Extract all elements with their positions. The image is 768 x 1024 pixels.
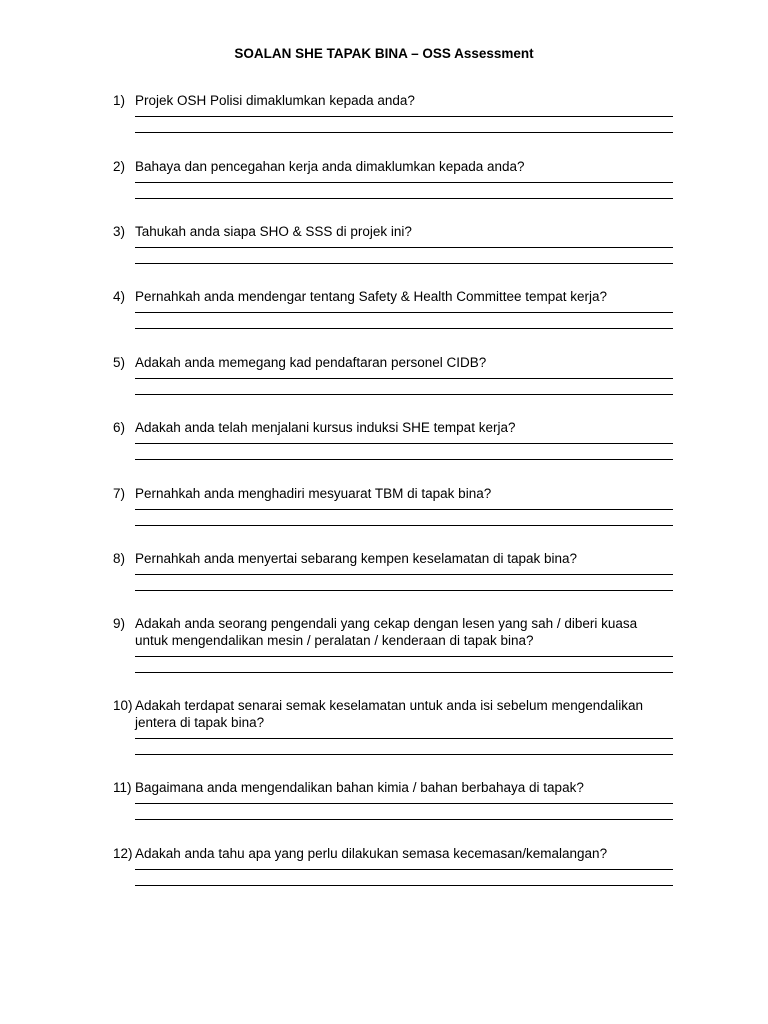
question-number: 3) bbox=[113, 224, 126, 239]
question-text: Adakah anda memegang kad pendaftaran personel CIDB? bbox=[135, 355, 487, 370]
question-item bbox=[113, 697, 673, 755]
question-item bbox=[113, 158, 673, 199]
question-item bbox=[113, 550, 673, 591]
answer-line bbox=[135, 803, 673, 804]
answer-line bbox=[135, 754, 673, 755]
question-item bbox=[113, 779, 673, 820]
answer-line bbox=[135, 182, 673, 183]
answer-line bbox=[135, 132, 673, 133]
answer-line bbox=[135, 312, 673, 313]
question-text: Projek OSH Polisi dimaklumkan kepada anda? bbox=[135, 93, 415, 108]
question-number: 4) bbox=[113, 289, 126, 304]
question-number: 9) bbox=[113, 616, 126, 631]
answer-line bbox=[135, 116, 673, 117]
question-item bbox=[113, 223, 673, 264]
question-text: Bagaimana anda mengendalikan bahan kimia / bahan berbahaya di tapak? bbox=[135, 780, 584, 795]
answer-line bbox=[135, 738, 673, 739]
question-item bbox=[113, 485, 673, 526]
answer-line bbox=[135, 378, 673, 379]
answer-line bbox=[135, 509, 673, 510]
question-text: Tahukah anda siapa SHO & SSS di projek ini? bbox=[135, 224, 412, 239]
question-number: 6) bbox=[113, 420, 126, 435]
answer-line bbox=[135, 459, 673, 460]
answer-line bbox=[135, 328, 673, 329]
answer-line bbox=[135, 656, 673, 657]
question-number: 12) bbox=[113, 846, 133, 861]
question-text: Adakah anda seorang pengendali yang cekap dengan lesen yang sah / diberi kuasa untuk mengendalikan mesin / peralatan / kenderaan di tapak bina? bbox=[135, 616, 638, 648]
question-number: 7) bbox=[113, 486, 126, 501]
question-text: Pernahkah anda mendengar tentang Safety & Health Committee tempat kerja? bbox=[135, 289, 608, 304]
answer-line bbox=[135, 394, 673, 395]
question-text: Adakah anda tahu apa yang perlu dilakukan semasa kecemasan/kemalangan? bbox=[135, 846, 608, 861]
answer-line bbox=[135, 869, 673, 870]
question-item bbox=[113, 419, 673, 460]
answer-line bbox=[135, 819, 673, 820]
question-text: Bahaya dan pencegahan kerja anda dimaklumkan kepada anda? bbox=[135, 159, 525, 174]
answer-line bbox=[135, 885, 673, 886]
answer-line bbox=[135, 443, 673, 444]
question-text: Pernahkah anda menyertai sebarang kempen keselamatan di tapak bina? bbox=[135, 551, 578, 566]
question-item bbox=[113, 288, 673, 329]
answer-line bbox=[135, 672, 673, 673]
question-number: 8) bbox=[113, 551, 126, 566]
question-item bbox=[113, 845, 673, 886]
question-text: Pernahkah anda menghadiri mesyuarat TBM di tapak bina? bbox=[135, 486, 492, 501]
question-text: Adakah anda telah menjalani kursus induksi SHE tempat kerja? bbox=[135, 420, 516, 435]
question-number: 2) bbox=[113, 159, 126, 174]
question-item bbox=[113, 615, 673, 673]
answer-line bbox=[135, 574, 673, 575]
question-text: Adakah terdapat senarai semak keselamatan untuk anda isi sebelum mengendalikan jentera di tapak bina? bbox=[135, 698, 644, 730]
question-item bbox=[113, 92, 673, 133]
question-item bbox=[113, 354, 673, 395]
answer-line bbox=[135, 198, 673, 199]
answer-line bbox=[135, 263, 673, 264]
question-number: 5) bbox=[113, 355, 126, 370]
question-number: 10) bbox=[113, 698, 133, 713]
document-title: SOALAN SHE TAPAK BINA – OSS Assessment bbox=[234, 46, 534, 61]
answer-line bbox=[135, 590, 673, 591]
question-number: 11) bbox=[113, 780, 132, 795]
answer-line bbox=[135, 247, 673, 248]
answer-line bbox=[135, 525, 673, 526]
question-number: 1) bbox=[113, 93, 126, 108]
